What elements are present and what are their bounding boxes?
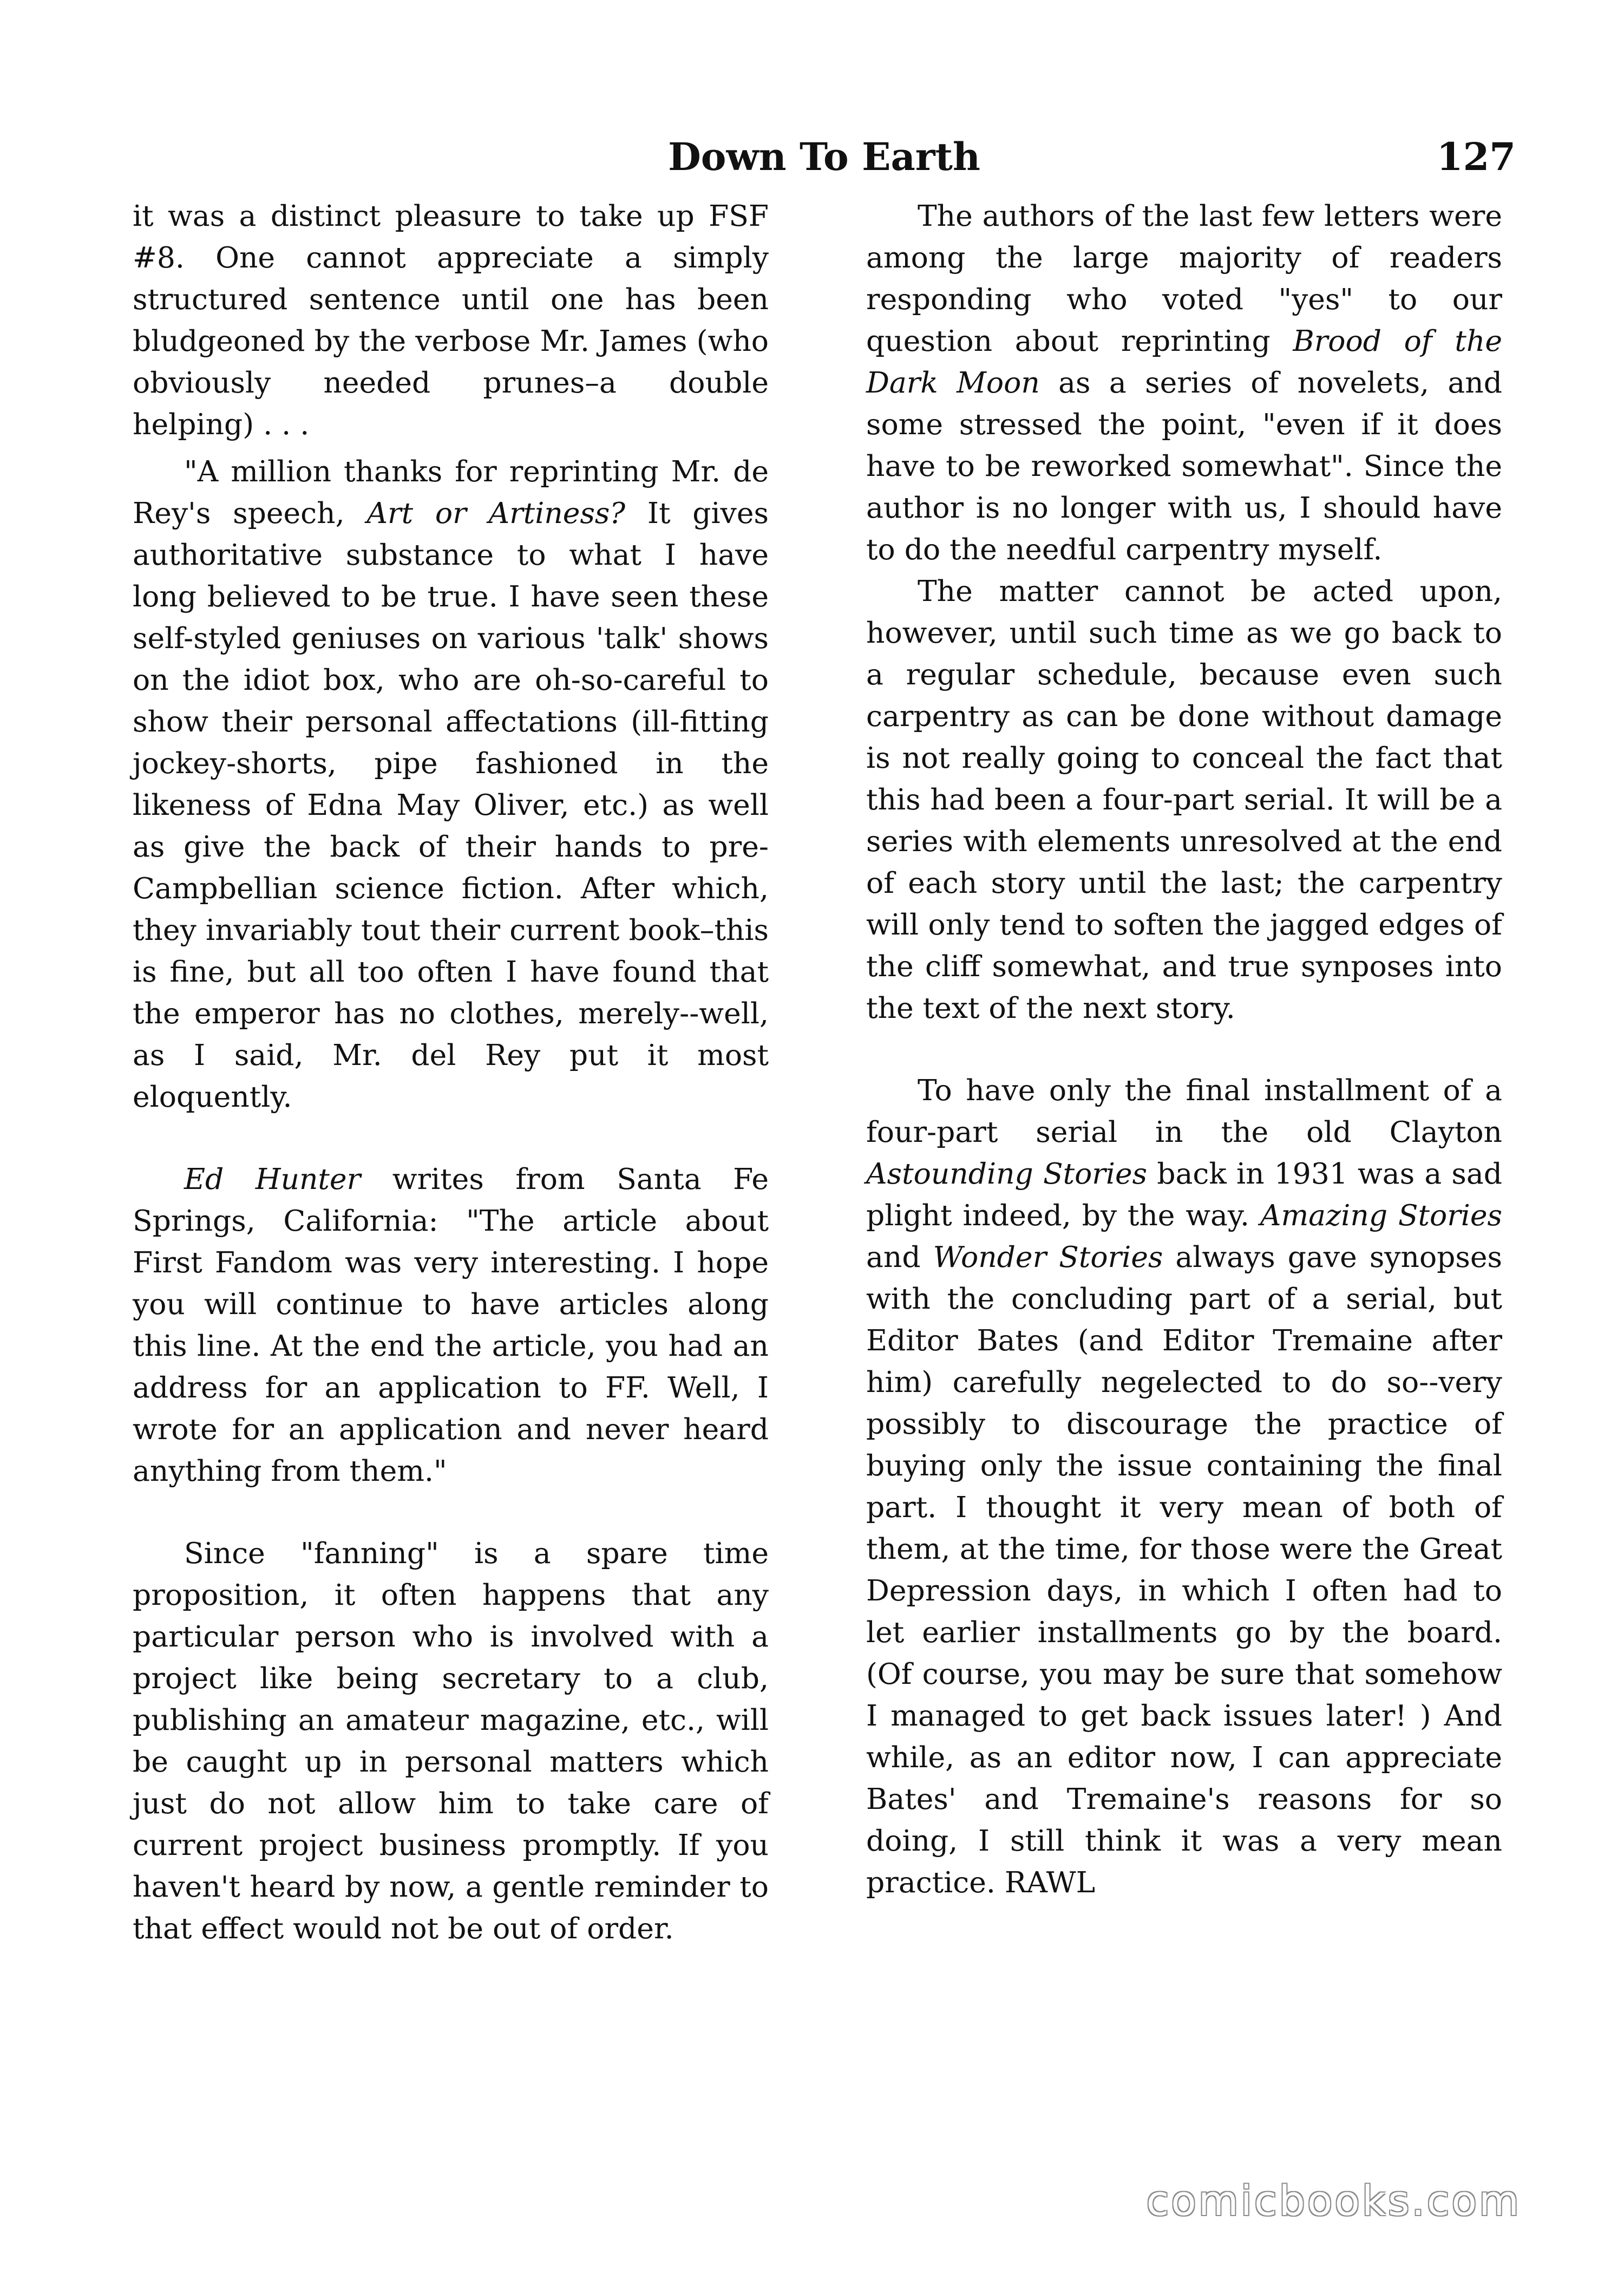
right-column [866,195,1502,1903]
magazine-title: Astounding Stories [866,1156,1148,1191]
paragraph-text: The authors of the last few letters were among the large majority of readers responding who voted "yes" to our question about reprinting [866,199,1502,358]
paragraph-text: It gives authoritative substance to what I have long believed to be true. I have seen these self-styled geniuses on various 'talk' shows on the idiot box, who are oh-so-careful to show their personal affectations (ill-fitting jockey-shorts, pipe fashioned in the likeness of Edna May Oliver, etc.) as well as give the back of their hands to pre-Campbellian science fiction. After which, they invariably tout their current book–this is fine, but all too often I have found that the emperor has no clothes, merely--well, as I said, Mr. del Rey put it most eloquently. [133,496,769,1114]
letter-paragraph-del-rey [133,450,769,1118]
editor-paragraph-schedule: The matter cannot be acted upon, however, until such time as we go back to a regular schedule, because even such carpentry as can be done without damage is not really going to conceal the fact that this had been a four-part serial. It will be a series with elements unresolved at the end of each story until the last; the carpentry will only tend to soften the jagged edges of the cliff somewhat, and true synposes into the text of the next story. [866,574,1502,1025]
paragraph-text: writes from Santa Fe Springs, California: "The article about First Fandom was very interesting. I hope you will continue to have articles along this line. At the end the article, you had an address for an application to FF. Well, I wrote for an application and never heard anything from them." [133,1162,769,1488]
letter-paragraph-ed-hunter [133,1158,769,1492]
magazine-title: Wonder Stories [933,1240,1163,1274]
story-title: Brood of the Dark Moon [866,324,1502,400]
editor-paragraph-serials [866,1069,1502,1903]
running-title: Down To Earth [668,134,980,179]
paragraph-text: "A million thanks for reprinting Mr. de Rey's speech, [133,454,769,530]
paragraph-text: To have only the final installment of a four-part serial in the old Clayton [866,1073,1502,1149]
page-number: 127 [1436,134,1516,179]
letter-continuation-paragraph: it was a distinct pleasure to take up FSF #8. One cannot appreciate a simply structured sentence until one has been bludgeoned by the verbose Mr. James (who obviously needed prunes–a double helping) . . . [133,199,769,441]
left-column [133,195,769,1949]
editor-paragraph-reprint-vote [866,195,1502,570]
letter-writer-name: Ed Hunter [184,1162,361,1196]
page-header [133,127,1516,187]
paragraph-text: back in 1931 was a sad plight indeed, by the way. [866,1156,1502,1232]
watermark: comicbooks.com [1146,2177,1521,2225]
editor-reply-paragraph: Since "fanning" is a spare time proposition, it often happens that any particular person who is involved with a project like being secretary to a club, publishing an amateur magazine, etc., will be caught up in personal matters which just do not allow him to take care of current project business promptly. If you haven't heard by now, a gentle reminder to that effect would not be out of order. [133,1536,769,1945]
paragraph-text: always gave synopses with the concluding part of a serial, but Editor Bates (and Editor Tremaine after him) carefully negelected to do so--very possibly to discourage the practice of buying only the issue containing the final part. I thought it very mean of both of them, at the time, for those were the Great Depression days, in which I often had to let earlier installments go by the board. (Of course, you may be sure that somehow I managed to get back issues later! ) And while, as an editor now, I can appreciate Bates' and Tremaine's reasons for so doing, I still think it was a very mean practice. RAWL [866,1240,1502,1899]
article-title: Art or Artiness? [366,496,626,530]
paragraph-text: as a series of novelets, and some stressed the point, "even if it does have to be reworked somewhat". Since the author is no longer with us, I should have to do the needful carpentry myself. [866,365,1502,566]
paragraph-text: and [866,1240,933,1274]
magazine-title: Amazing Stories [1260,1198,1503,1232]
